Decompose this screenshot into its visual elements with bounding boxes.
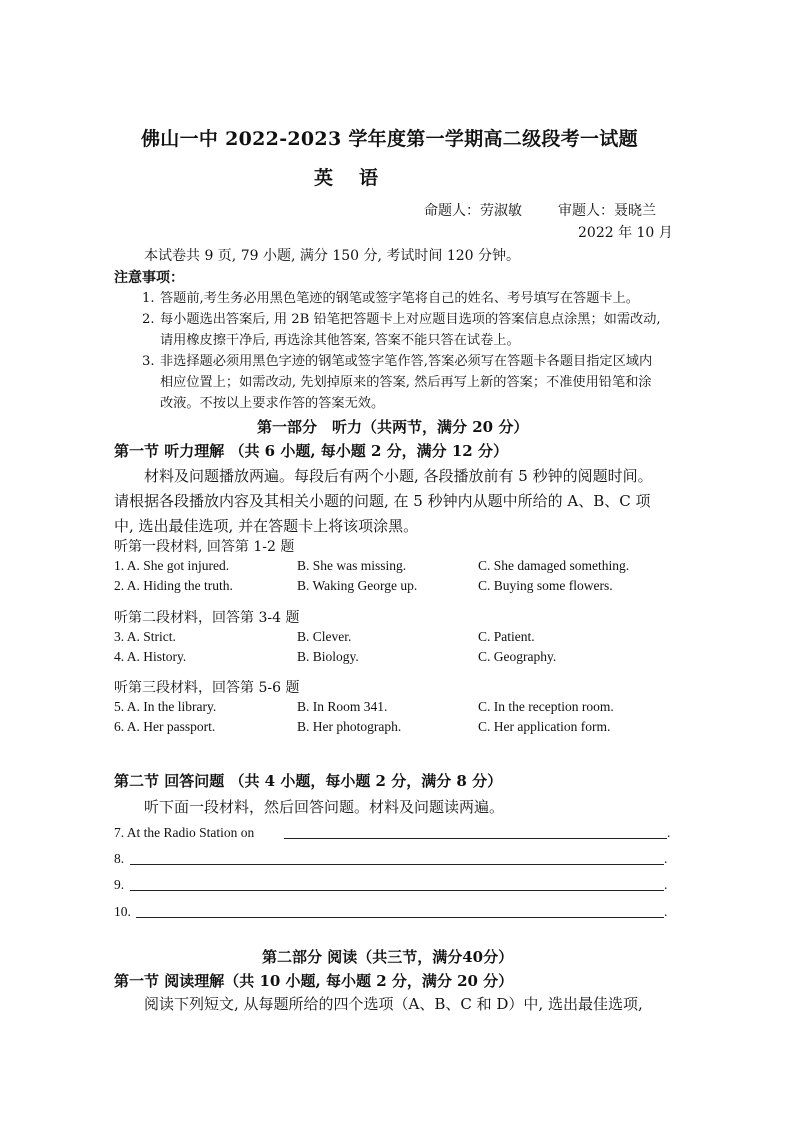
setter-label: 命题人：劳淑敏 [424, 203, 522, 219]
reviewer-label: 审题人：聂晓兰 [558, 203, 656, 219]
q10-prefix: 10. [114, 904, 131, 919]
q2-option-c: C. Buying some flowers. [478, 578, 613, 593]
q3-option-c: C. Patient. [478, 629, 535, 644]
notice-item-2-num: 2. [142, 312, 155, 327]
section2-instruction: 听下面一段材料，然后回答问题。材料及问题读两遍。 [144, 798, 505, 816]
notice-item-3-line-2: 相应位置上；如需改动, 先划掉原来的答案, 然后再写上新的答案；不准使用铅笔和涂 [160, 375, 652, 390]
q10-answer-line[interactable] [136, 917, 664, 918]
q8-answer-line[interactable] [130, 864, 664, 865]
q4-option-a: 4. A. History. [114, 649, 187, 664]
exam-title: 佛山一中 2022-2023 学年度第一学期高二级段考一试题 [141, 128, 638, 150]
notice-title: 注意事项： [114, 270, 184, 286]
section1-instruction-line-3: 中, 选出最佳选项, 并在答题卡上将该项涂黑。 [114, 517, 419, 535]
q3-option-b: B. Clever. [297, 629, 352, 644]
q1-option-b: B. She was missing. [297, 558, 407, 573]
q6-option-b: B. Her photograph. [297, 719, 402, 734]
section1-instruction-line-2: 请根据各段播放内容及其相关小题的问题, 在 5 秒钟内从题中所给的 A、B、C 项 [114, 492, 651, 510]
q7-answer-line[interactable] [284, 838, 667, 839]
part1-title: 第一部分 听力（共两节，满分 20 分） [257, 418, 529, 436]
part2-section1-instruction: 阅读下列短文, 从每题所给的四个选项（A、B、C 和 D）中, 选出最佳选项, [144, 995, 643, 1013]
part1-section2-title: 第二节 回答问题 （共 4 小题，每小题 2 分，满分 8 分） [114, 772, 503, 790]
q4-option-c: C. Geography. [478, 649, 557, 664]
q2-option-b: B. Waking George up. [297, 578, 418, 593]
q9-prefix: 9. [114, 877, 125, 892]
q2-option-a: 2. A. Hiding the truth. [114, 578, 233, 593]
q1-option-a: 1. A. She got injured. [114, 558, 230, 573]
q7-end: . [667, 825, 671, 840]
notice-item-1-line-1: 答题前,考生务必用黑色笔迹的钢笔或签字笔将自己的姓名、考号填写在答题卡上。 [160, 291, 639, 306]
notice-item-3-line-3: 改液。不按以上要求作答的答案无效。 [160, 396, 385, 411]
notice-item-1-num: 1. [142, 291, 155, 306]
notice-item-2-line-2: 请用橡皮擦干净后, 再选涂其他答案, 答案不能只答在试卷上。 [160, 333, 520, 348]
q6-option-c: C. Her application form. [478, 719, 611, 734]
q8-prefix: 8. [114, 851, 125, 866]
q5-option-a: 5. A. In the library. [114, 699, 217, 714]
q5-option-b: B. In Room 341. [297, 699, 388, 714]
q5-option-c: C. In the reception room. [478, 699, 614, 714]
part2-title: 第二部分 阅读（共三节，满分40分） [262, 948, 514, 966]
part2-section1-title: 第一节 阅读理解（共 10 小题, 每小题 2 分，满分 20 分） [114, 972, 514, 990]
q6-option-a: 6. A. Her passport. [114, 719, 216, 734]
exam-intro: 本试卷共 9 页, 79 小题, 满分 150 分, 考试时间 120 分钟。 [144, 248, 521, 264]
q3-option-a: 3. A. Strict. [114, 629, 176, 644]
q7-prefix: 7. At the Radio Station on [114, 825, 255, 840]
notice-item-3-line-1: 非选择题必须用黑色字迹的钢笔或签字笔作答,答案必须写在答题卡各题目指定区域内 [160, 354, 653, 369]
group-3-label: 听第三段材料，回答第 5-6 题 [114, 680, 300, 696]
section1-instruction-line-1: 材料及问题播放两遍。每段后有两个小题, 各段播放前有 5 秒钟的阅题时间。 [144, 467, 653, 485]
group-2-label: 听第二段材料，回答第 3-4 题 [114, 610, 300, 626]
part1-section1-title: 第一节 听力理解 （共 6 小题, 每小题 2 分，满分 12 分） [114, 442, 508, 460]
q4-option-b: B. Biology. [297, 649, 359, 664]
subject-title: 英语 [314, 167, 405, 189]
q1-option-c: C. She damaged something. [478, 558, 630, 573]
notice-item-2-line-1: 每小题选出答案后, 用 2B 铅笔把答题卡上对应题目选项的答案信息点涂黑；如需改动, [160, 312, 661, 327]
exam-date: 2022 年 10 月 [578, 225, 673, 241]
group-1-label: 听第一段材料, 回答第 1-2 题 [114, 539, 295, 555]
q9-answer-line[interactable] [130, 890, 664, 891]
q10-end: . [664, 904, 668, 919]
q9-end: . [664, 877, 668, 892]
notice-item-3-num: 3. [142, 354, 155, 369]
q8-end: . [664, 851, 668, 866]
